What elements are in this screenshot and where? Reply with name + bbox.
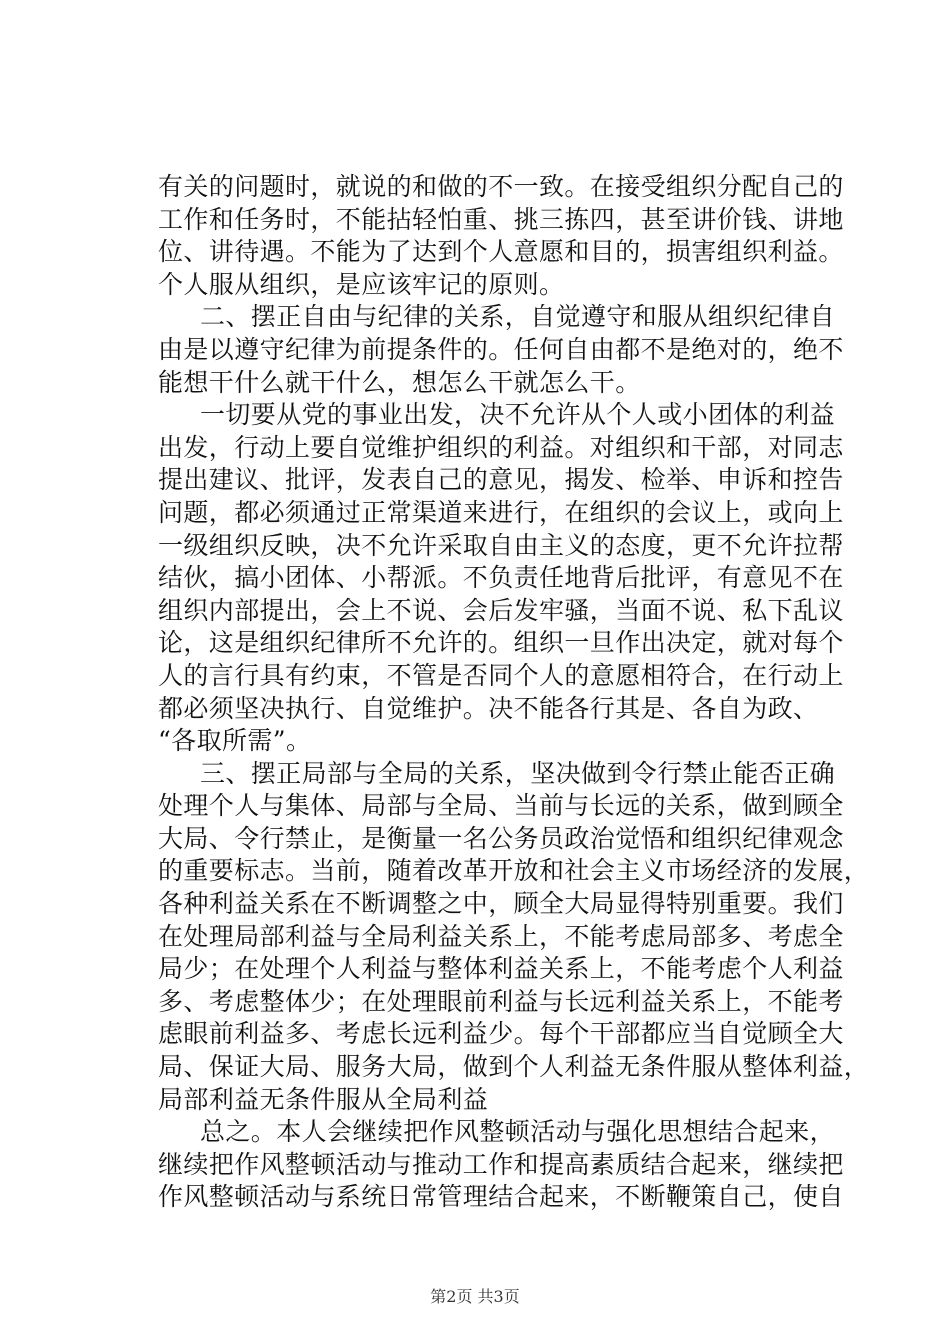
document-body <box>158 171 870 1214</box>
text-line: 组织内部提出，会上不说、会后发牢骚，当面不说、私下乱议 <box>158 595 844 625</box>
text-line: 位、讲待遇。不能为了达到个人意愿和目的，损害组织利益。 <box>158 237 844 267</box>
text-line: 提出建议、批评，发表自己的意见，揭发、检举、申诉和控告 <box>158 465 844 495</box>
text-line: 有关的问题时，就说的和做的不一致。在接受组织分配自己的 <box>158 172 844 201</box>
text-line: 结伙，搞小团体、小帮派。不负责任地背后批评，有意见不在 <box>158 563 844 593</box>
paragraph-first-line: 总之。本人会继续把作风整顿活动与强化思想结合起来， <box>200 1117 836 1147</box>
text-line: 问题，都必须通过正常渠道来进行，在组织的会议上，或向上 <box>158 497 844 527</box>
text-line: 在处理局部利益与全局利益关系上，不能考虑局部多、考虑全 <box>158 921 844 951</box>
page-footer <box>0 1284 950 1307</box>
text-line: 继续把作风整顿活动与推动工作和提高素质结合起来，继续把 <box>158 1149 844 1179</box>
text-line: 作风整顿活动与系统日常管理结合起来，不断鞭策自己，使自 <box>158 1182 844 1212</box>
text-line: 出发，行动上要自觉维护组织的利益。对组织和干部，对同志 <box>158 432 844 462</box>
text-line: 各种利益关系在不断调整之中，顾全大局显得特别重要。我们 <box>158 889 844 919</box>
paragraph-first-line: 三、摆正局部与全局的关系，坚决做到令行禁止能否正确 <box>200 758 836 788</box>
text-line: 个人服从组织，是应该牢记的原则。 <box>158 269 565 299</box>
text-line: 由是以遵守纪律为前提条件的。任何自由都不是绝对的，绝不 <box>158 334 844 364</box>
text-line: 论，这是组织纪律所不允许的。组织一旦作出决定，就对每个 <box>158 628 844 658</box>
text-line: 虑眼前利益多、考虑长远利益少。每个干部都应当自觉顾全大 <box>158 1019 844 1049</box>
text-line: 局、保证大局、服务大局，做到个人利益无条件服从整体利益， <box>158 1052 870 1082</box>
text-line: 大局、令行禁止，是衡量一名公务员政治觉悟和组织纪律观念 <box>158 823 844 853</box>
paragraph-first-line: 二、摆正自由与纪律的关系，自觉遵守和服从组织纪律自 <box>200 302 836 332</box>
text-line: 都必须坚决执行、自觉维护。决不能各行其是、各自为政、 <box>158 693 819 723</box>
page-number-label: 第2页 共3页 <box>430 1287 520 1306</box>
text-line: 局少；在处理个人利益与整体利益关系上，不能考虑个人利益 <box>158 954 844 984</box>
text-line: 能想干什么就干什么，想怎么干就怎么干。 <box>158 367 641 397</box>
text-line: “各取所需”。 <box>158 726 312 756</box>
text-line: 多、考虑整体少；在处理眼前利益与长远利益关系上，不能考 <box>158 986 844 1016</box>
text-line: 人的言行具有约束，不管是否同个人的意愿相符合，在行动上 <box>158 660 844 690</box>
text-line: 处理个人与集体、局部与全局、当前与长远的关系，做到顾全 <box>158 791 844 821</box>
text-line: 局部利益无条件服从全局利益 <box>158 1084 489 1114</box>
paragraph-first-line: 一切要从党的事业出发，决不允许从个人或小团体的利益 <box>200 400 836 430</box>
text-line: 的重要标志。当前，随着改革开放和社会主义市场经济的发展， <box>158 856 870 886</box>
text-line: 一级组织反映，决不允许采取自由主义的态度，更不允许拉帮 <box>158 530 844 560</box>
text-line: 工作和任务时，不能拈轻怕重、挑三拣四，甚至讲价钱、讲地 <box>158 204 844 234</box>
